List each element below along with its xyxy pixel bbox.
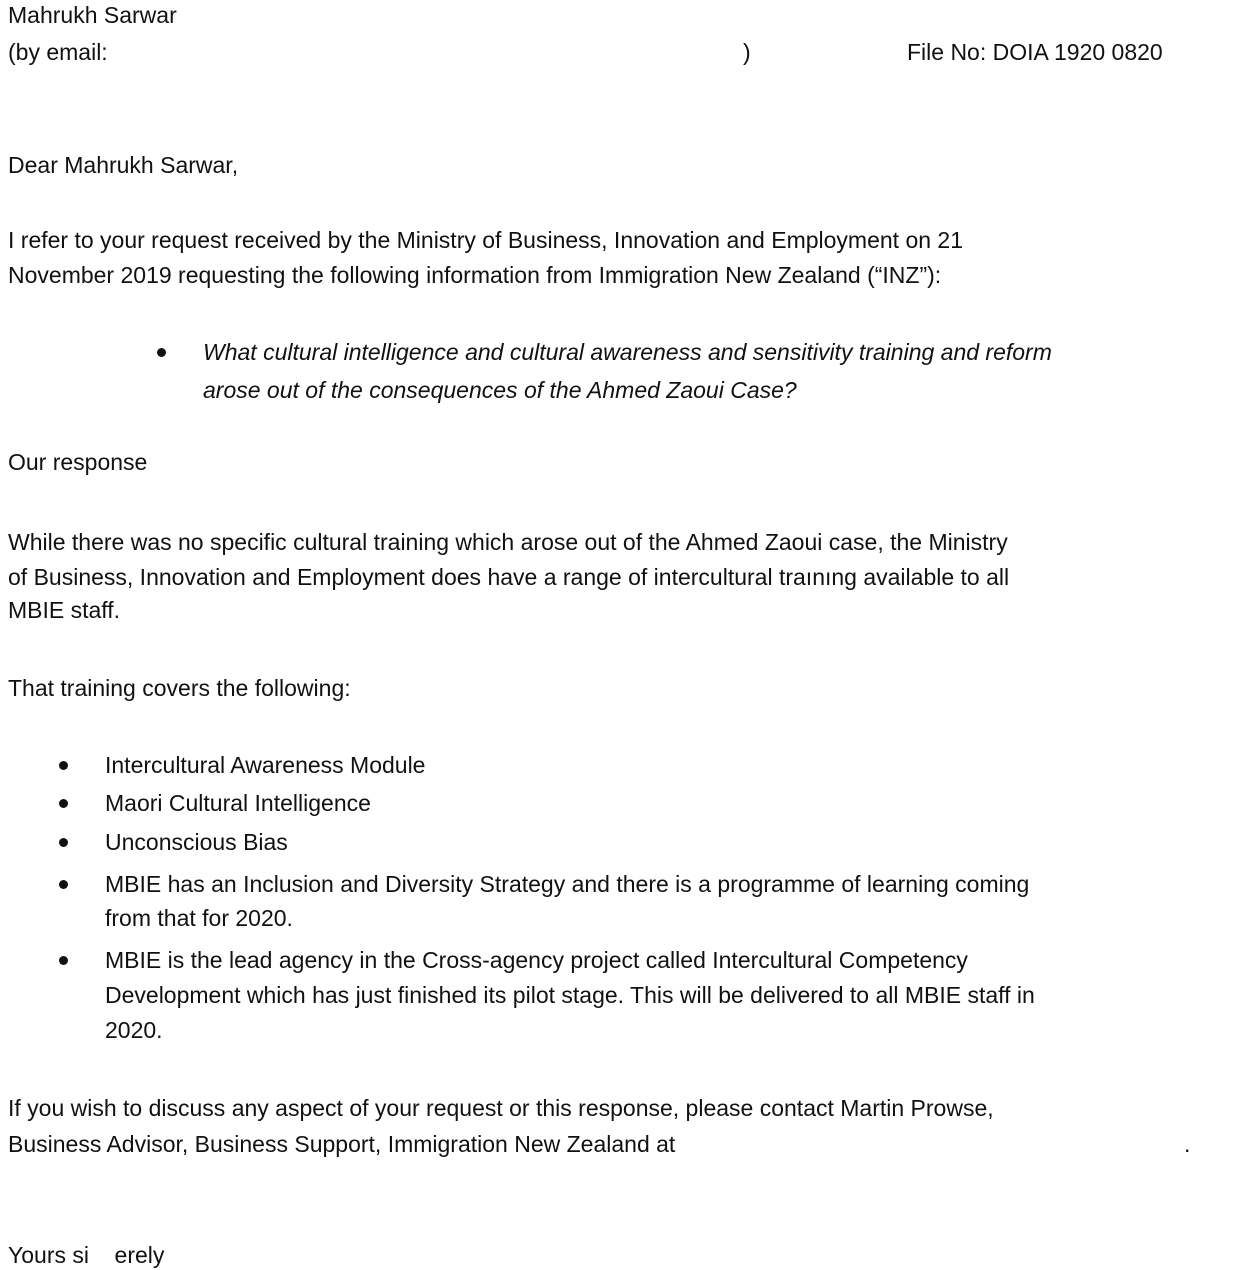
salutation: Dear Mahrukh Sarwar, bbox=[8, 152, 239, 178]
closing: Yours si erely bbox=[8, 1242, 165, 1268]
by-email-label: (by email: bbox=[8, 39, 108, 65]
bullet-icon bbox=[157, 348, 166, 357]
training-item: Unconscious Bias bbox=[105, 829, 288, 855]
training-item: Intercultural Awareness Module bbox=[105, 752, 426, 778]
contact-line: Business Advisor, Business Support, Immigration New Zealand at bbox=[8, 1131, 676, 1157]
contact-period: . bbox=[1184, 1131, 1191, 1157]
training-item: MBIE has an Inclusion and Diversity Strategy and there is a programme of learning coming bbox=[105, 871, 1030, 897]
training-item-cont: 2020. bbox=[105, 1017, 163, 1043]
response-line: MBIE staff. bbox=[8, 597, 121, 623]
bullet-icon bbox=[59, 799, 68, 808]
bullet-icon bbox=[59, 838, 68, 847]
intro-line: November 2019 requesting the following information from Immigration New Zealand (“INZ”): bbox=[8, 262, 942, 288]
request-item-line: What cultural intelligence and cultural awareness and sensitivity training and reform bbox=[203, 339, 1052, 365]
contact-line: If you wish to discuss any aspect of your request or this response, please contact Martin Prowse, bbox=[8, 1095, 994, 1121]
request-item-line: arose out of the consequences of the Ahmed Zaoui Case? bbox=[203, 377, 797, 403]
file-number: File No: DOIA 1920 0820 bbox=[907, 39, 1163, 65]
by-email-close: ) bbox=[743, 39, 751, 65]
bullet-icon bbox=[59, 761, 68, 770]
response-heading: Our response bbox=[8, 449, 148, 475]
response-line: While there was no specific cultural training which arose out of the Ahmed Zaoui case, the Ministry bbox=[8, 529, 1008, 555]
training-item: Maori Cultural Intelligence bbox=[105, 790, 371, 816]
recipient-name: Mahrukh Sarwar bbox=[8, 2, 177, 28]
training-intro: That training covers the following: bbox=[8, 675, 351, 701]
bullet-icon bbox=[59, 880, 68, 889]
training-item: MBIE is the lead agency in the Cross-agency project called Intercultural Competency bbox=[105, 947, 968, 973]
intro-line: I refer to your request received by the Ministry of Business, Innovation and Employment on 21 bbox=[8, 227, 963, 253]
training-item-cont: Development which has just finished its pilot stage. This will be delivered to all MBIE staff in bbox=[105, 982, 1035, 1008]
bullet-icon bbox=[59, 956, 68, 965]
response-line: of Business, Innovation and Employment does have a range of intercultural traınıng available to all bbox=[8, 564, 1010, 590]
training-item-cont: from that for 2020. bbox=[105, 905, 293, 931]
